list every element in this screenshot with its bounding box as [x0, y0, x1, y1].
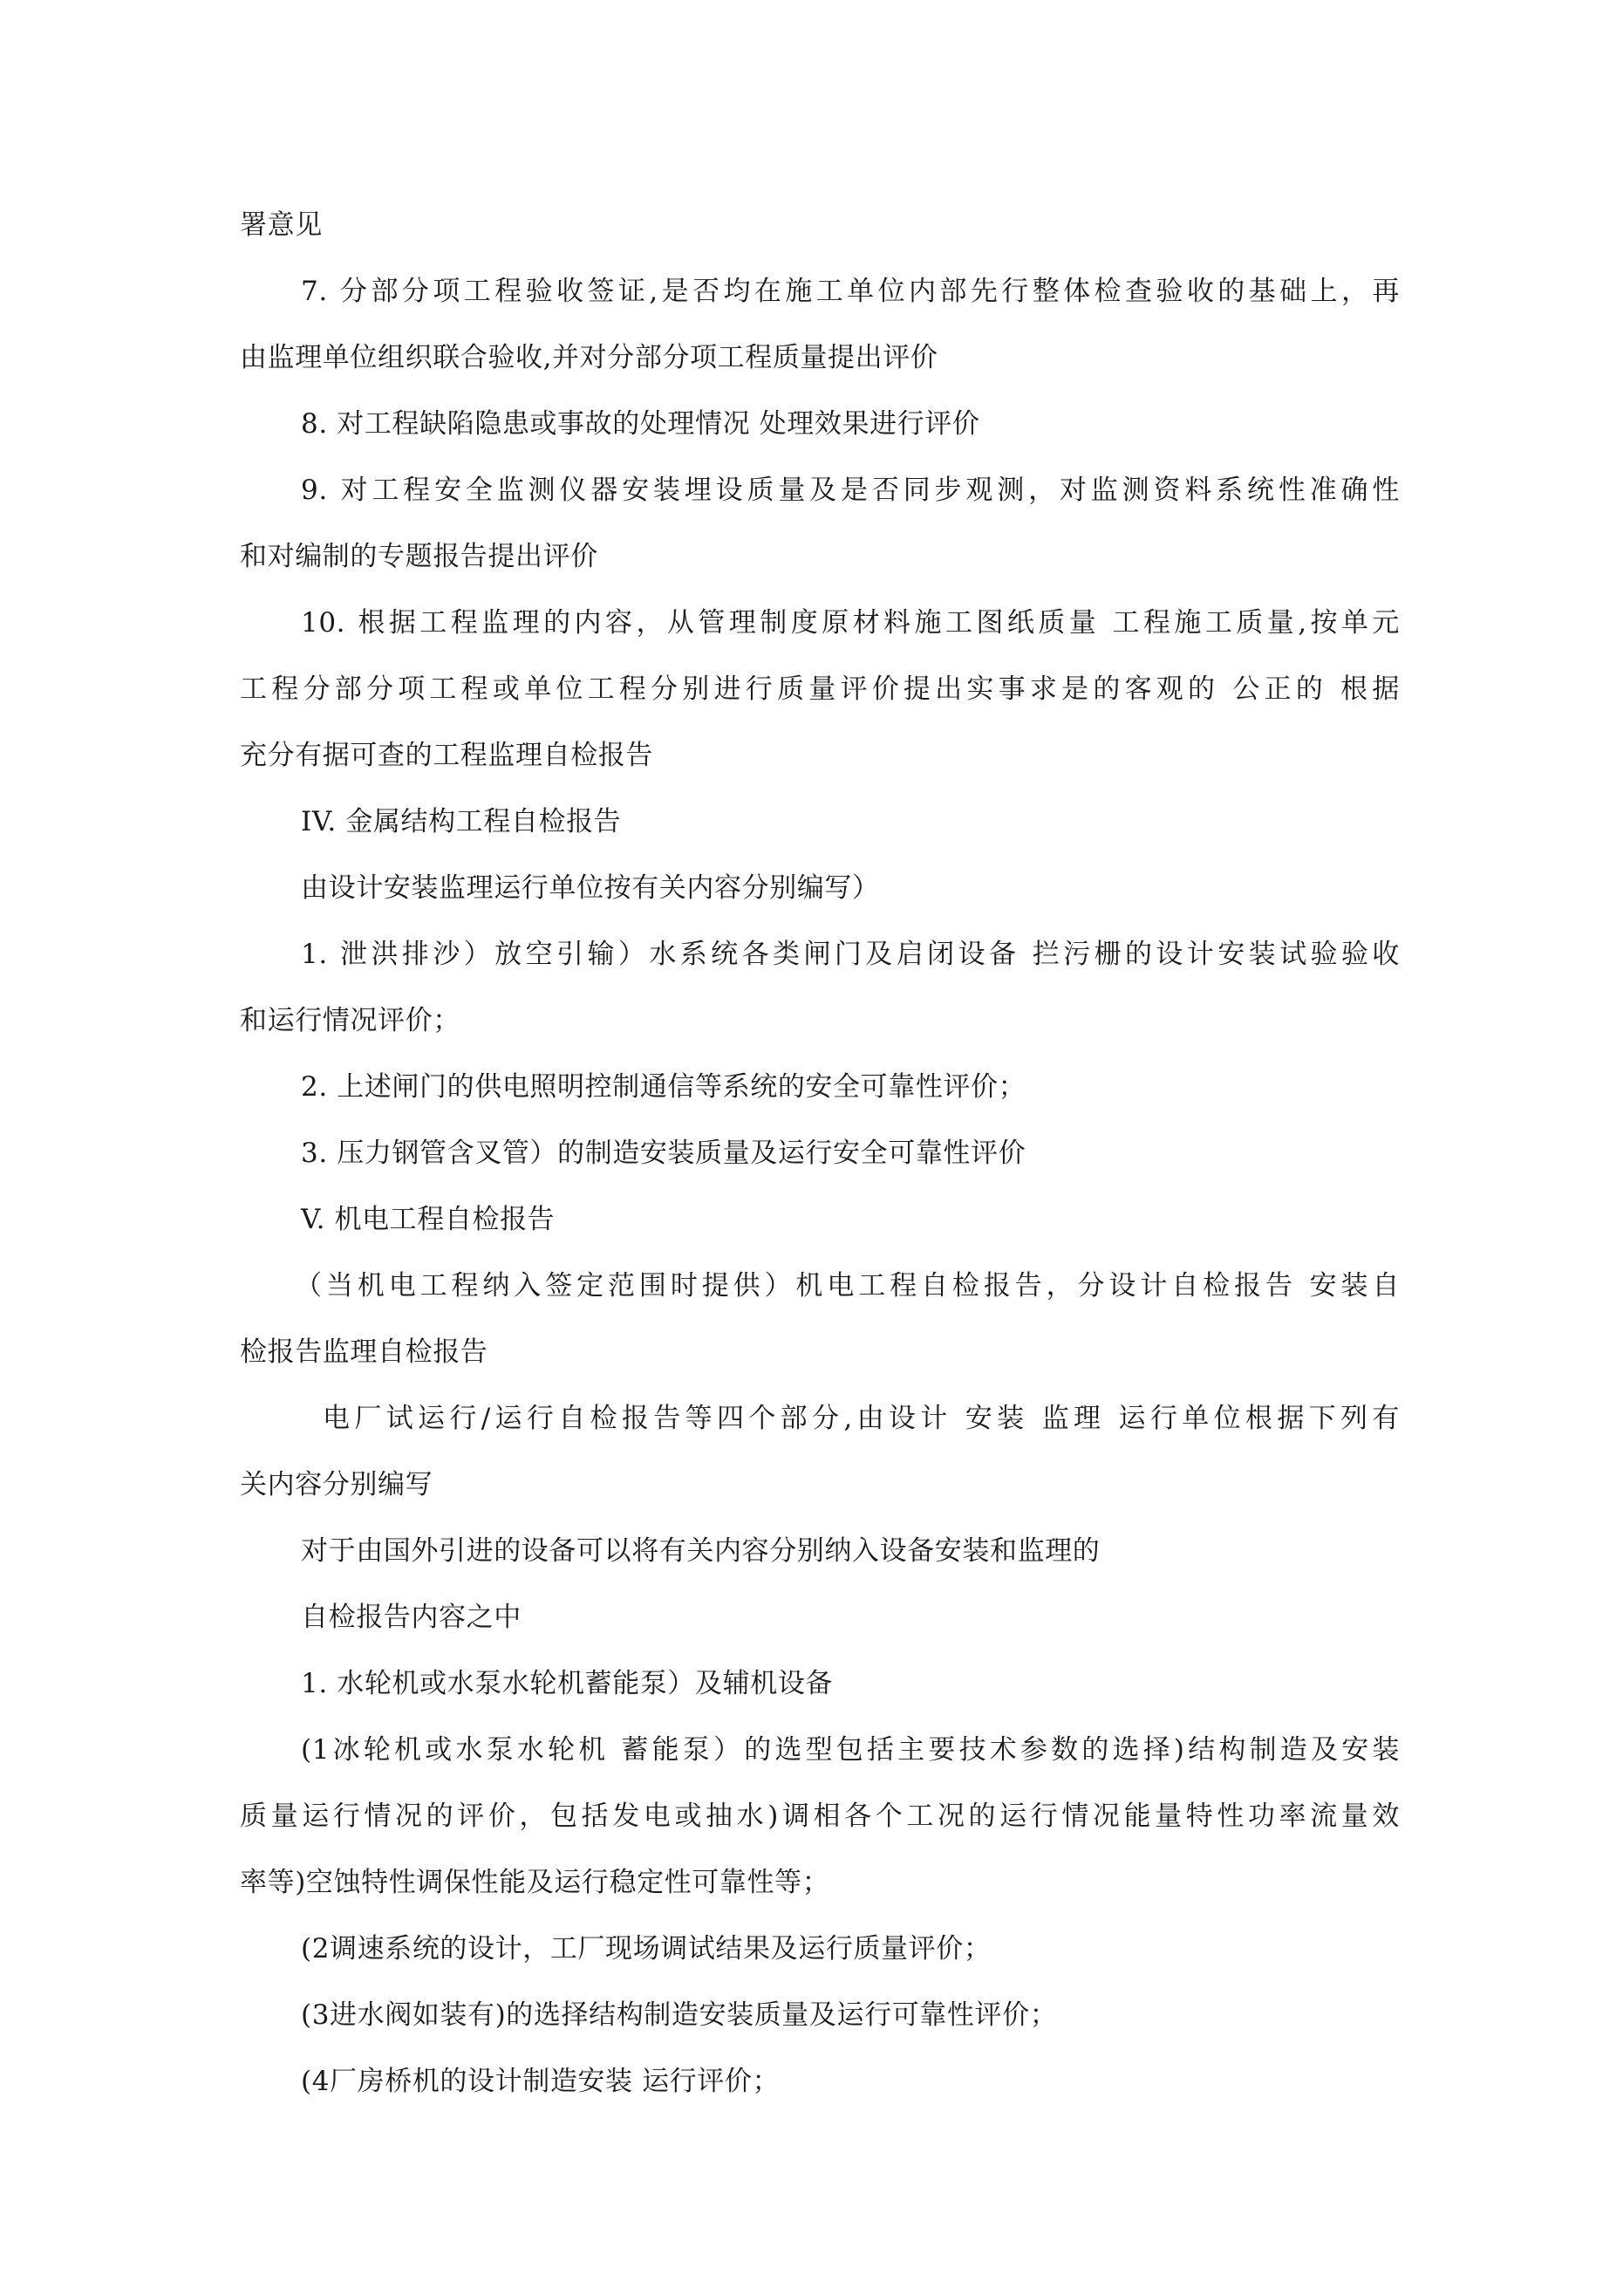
text-line: (2调速系统的设计，工厂现场调试结果及运行质量评价；: [301, 1933, 992, 1965]
text-line: （当机电工程纳入签定范围时提供）机电工程自检报告，分设计自检报告 安装自: [295, 1270, 1400, 1302]
text-line: 10. 根据工程监理的内容，从管理制度原材料施工图纸质量 工程施工质量,按单元: [301, 607, 1400, 639]
text-line: 由设计安装监理运行单位按有关内容分别编写）: [301, 872, 880, 904]
text-line: 质量运行情况的评价，包括发电或抽水)调相各个工况的运行情况能量特性功率流量效: [240, 1801, 1400, 1832]
text-line: 电厂试运行/运行自检报告等四个部分,由设计 安装 监理 运行单位根据下列有: [323, 1403, 1400, 1434]
text-line: 和对编制的专题报告提出评价: [240, 541, 598, 572]
text-line: (4厂房桥机的设计制造安装 运行评价；: [301, 2066, 781, 2097]
text-line: 率等)空蚀特性调保性能及运行稳定性可靠性等；: [240, 1867, 830, 1898]
text-line: 1. 水轮机或水泵水轮机蓄能泵）及辅机设备: [301, 1668, 834, 1699]
text-line: 2. 上述闸门的供电照明控制通信等系统的安全可靠性评价；: [301, 1071, 1026, 1103]
section-heading: V. 机电工程自检报告: [301, 1204, 556, 1235]
text-line: (3进水阀如装有)的选择结构制造安装质量及运行可靠性评价；: [301, 1999, 1058, 2031]
text-line: (1冰轮机或水泵水轮机 蓄能泵）的选型包括主要技术参数的选择)结构制造及安装: [301, 1734, 1400, 1766]
text-line: 关内容分别编写: [240, 1469, 433, 1500]
text-line: 和运行情况评价；: [240, 1005, 460, 1036]
text-line: 充分有据可查的工程监理自检报告: [240, 740, 653, 771]
text-line: 9. 对工程安全监测仪器安装埋设质量及是否同步观测，对监测资料系统性准确性: [301, 475, 1400, 506]
text-line: 自检报告内容之中: [301, 1602, 522, 1633]
text-line: 8. 对工程缺陷隐患或事故的处理情况 处理效果进行评价: [301, 408, 980, 440]
text-line: 工程分部分项工程或单位工程分别进行质量评价提出实事求是的客观的 公正的 根据: [240, 673, 1400, 705]
text-line: 3. 压力钢管含叉管）的制造安装质量及运行安全可靠性评价: [301, 1138, 1026, 1169]
text-line: 对于由国外引进的设备可以将有关内容分别纳入设备安装和监理的: [301, 1535, 1101, 1567]
text-line: 7. 分部分项工程验收签证,是否均在施工单位内部先行整体检查验收的基础上，再: [301, 276, 1400, 307]
text-line: 1. 泄洪排沙）放空引输）水系统各类闸门及启闭设备 拦污栅的设计安装试验验收: [301, 939, 1400, 970]
text-line: 署意见: [240, 209, 323, 241]
text-line: 检报告监理自检报告: [240, 1336, 488, 1368]
section-heading: IV. 金属结构工程自检报告: [301, 806, 622, 837]
text-line: 由监理单位组织联合验收,并对分部分项工程质量提出评价: [240, 342, 938, 373]
